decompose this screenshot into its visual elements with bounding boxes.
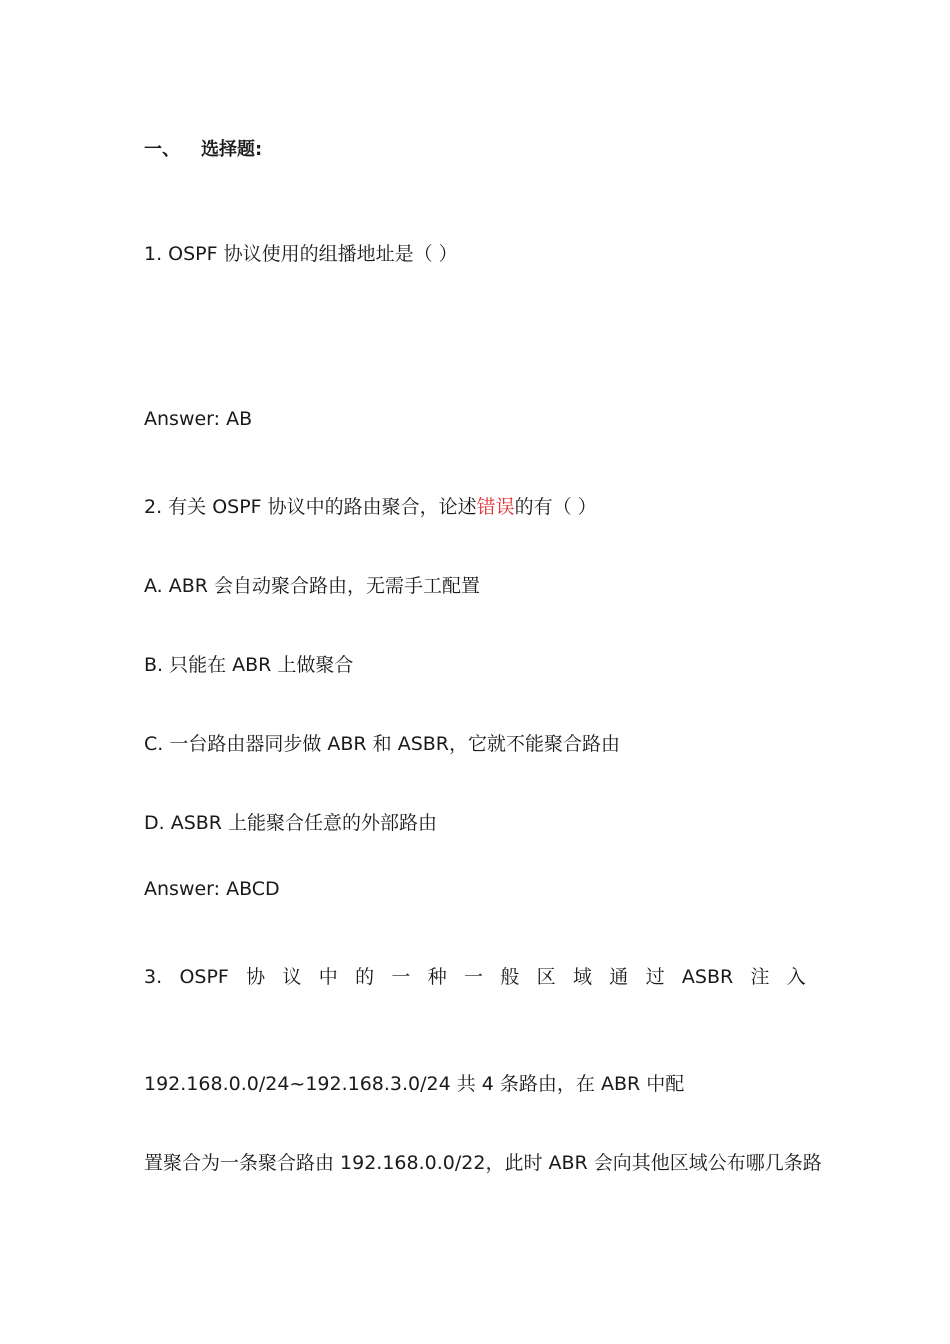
option-a: A. ABR 会自动聚合路由，无需手工配置	[144, 575, 481, 597]
q3-word: 种	[427, 966, 447, 988]
question-2	[144, 495, 597, 519]
section-heading	[144, 138, 262, 162]
question-1: 1. OSPF 协议使用的组播地址是（ ）	[144, 243, 458, 265]
option-c: C. 一台路由器同步做 ABR 和 ASBR，它就不能聚合路由	[144, 733, 620, 755]
q3-word: 3.	[144, 966, 163, 988]
q3-word: 的	[355, 966, 375, 988]
q3-word: OSPF	[179, 966, 229, 988]
q3-word: 一	[464, 966, 484, 988]
question-3-line-2: 192.168.0.0/24~192.168.3.0/24 共 4 条路由，在 ABR 中配	[144, 1073, 685, 1095]
question-3-line-1	[144, 965, 806, 989]
q3-word: 议	[282, 966, 302, 988]
question-2-highlight: 错误	[476, 496, 515, 518]
q3-word: 中	[318, 966, 338, 988]
q3-word: 注	[750, 966, 770, 988]
option-b: B. 只能在 ABR 上做聚合	[144, 654, 354, 676]
q3-word: ASBR	[681, 966, 734, 988]
question-2-text-end: 的有（ ）	[514, 496, 597, 518]
answer-1: Answer: AB	[144, 408, 253, 430]
question-2-text: 2. 有关 OSPF 协议中的路由聚合，论述	[144, 496, 477, 518]
section-title: 选择题:	[201, 139, 263, 160]
section-number: 一、	[144, 139, 180, 160]
q3-word: 域	[572, 966, 592, 988]
q3-word: 协	[246, 966, 266, 988]
answer-2: Answer: ABCD	[144, 878, 280, 900]
q3-word: 通	[609, 966, 629, 988]
q3-word: 区	[536, 966, 556, 988]
q3-word: 般	[500, 966, 520, 988]
q3-word: 入	[786, 966, 806, 988]
question-3-line-3: 置聚合为一条聚合路由 192.168.0.0/22，此时 ABR 会向其他区域公布哪几条路	[144, 1152, 822, 1174]
q3-word: 过	[645, 966, 665, 988]
option-d: D. ASBR 上能聚合任意的外部路由	[144, 812, 438, 834]
q3-word: 一	[391, 966, 411, 988]
